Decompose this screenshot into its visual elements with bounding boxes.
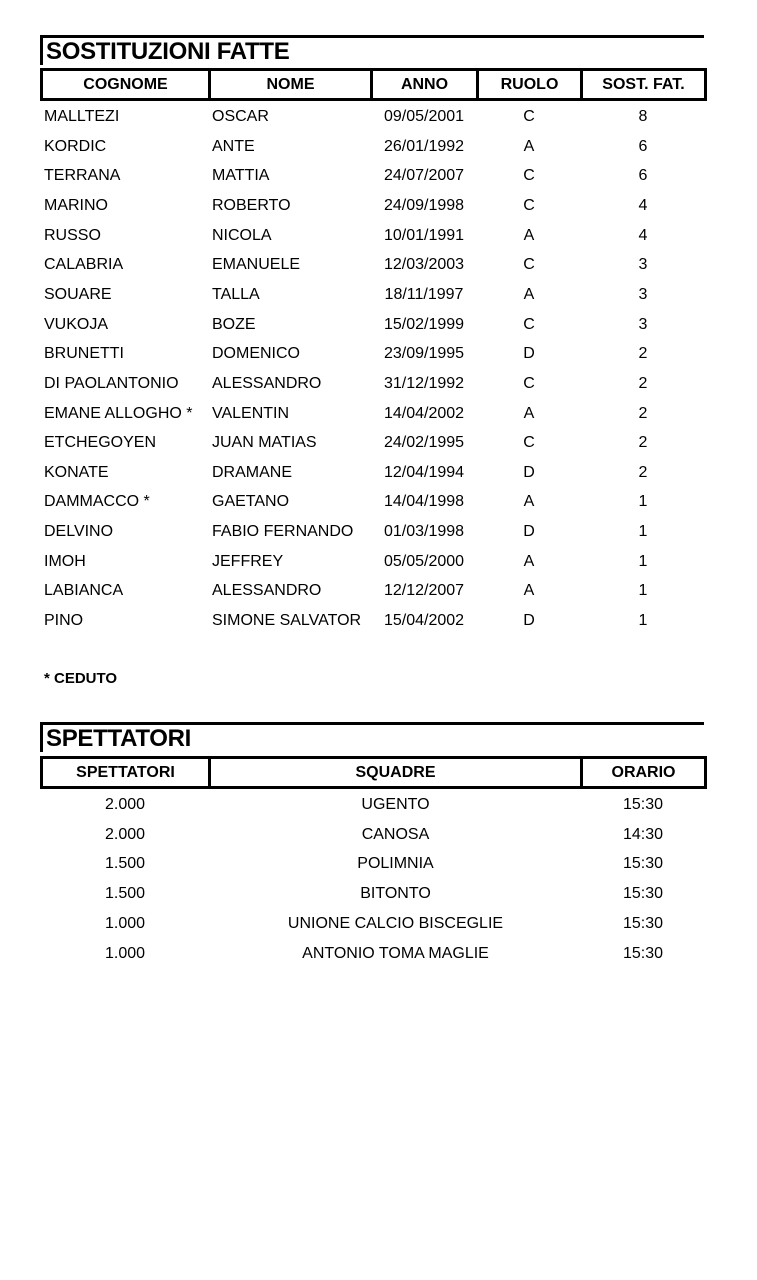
anno-cell: 14/04/2002 [383, 404, 465, 422]
squadre-cell: UGENTO [361, 796, 430, 813]
table-row [0, 487, 757, 517]
cognome-cell: IMOH [44, 552, 86, 570]
spettatori-title: SPETTATORI [40, 722, 704, 752]
sost-fat-cell: 2 [638, 434, 648, 452]
sost-fat-cell: 2 [638, 404, 648, 422]
table-row [0, 849, 757, 879]
spettatori-cell: 1.500 [104, 855, 146, 873]
anno-cell: 31/12/1992 [383, 374, 465, 392]
nome-cell: OSCAR [212, 108, 269, 125]
orario-cell: 15:30 [622, 855, 664, 873]
nome-cell: TALLA [212, 285, 260, 303]
ruolo-cell: A [523, 285, 535, 303]
squadre-cell: CANOSA [361, 825, 430, 843]
nome-cell: ANTE [212, 137, 255, 155]
table-row [0, 909, 757, 939]
sost-fat-cell: 1 [638, 552, 648, 570]
orario-cell: 15:30 [622, 796, 664, 813]
anno-cell: 12/04/1994 [383, 463, 465, 481]
header-cognome: COGNOME [40, 68, 211, 101]
ruolo-cell: D [523, 523, 535, 541]
table-row [0, 399, 757, 429]
cognome-cell: ETCHEGOYEN [44, 434, 157, 452]
table-row [0, 428, 757, 458]
ruolo-cell: A [523, 493, 535, 511]
table-row [0, 161, 757, 191]
cognome-cell: DELVINO [44, 523, 114, 541]
cognome-cell: VUKOJA [44, 315, 109, 333]
anno-cell: 15/02/1999 [383, 315, 465, 333]
nome-cell: MATTIA [212, 167, 270, 185]
table-row [0, 250, 757, 280]
sost-fat-cell: 4 [638, 196, 648, 214]
table-row [0, 517, 757, 547]
table-row [0, 132, 757, 162]
orario-cell: 15:30 [622, 914, 664, 932]
header-anno: ANNO [370, 68, 479, 101]
orario-cell: 15:30 [622, 944, 664, 962]
ruolo-cell: D [523, 612, 535, 630]
header-spettatori: SPETTATORI [40, 756, 211, 789]
nome-cell: NICOLA [212, 226, 272, 244]
sostituzioni-header-row [40, 68, 704, 101]
cognome-cell: MALLTEZI [44, 108, 120, 125]
spettatori-cell: 2.000 [104, 825, 146, 843]
ruolo-cell: A [523, 552, 535, 570]
nome-cell: JEFFREY [212, 552, 284, 570]
squadre-cell: UNIONE CALCIO BISCEGLIE [287, 914, 504, 932]
sost-fat-cell: 6 [638, 167, 648, 185]
sost-fat-cell: 2 [638, 345, 648, 363]
cognome-cell: EMANE ALLOGHO * [44, 404, 193, 422]
header-orario: ORARIO [580, 756, 707, 789]
ruolo-cell: C [523, 434, 535, 452]
ruolo-cell: C [523, 108, 535, 125]
cognome-cell: KORDIC [44, 137, 107, 155]
table-row [0, 576, 757, 606]
cognome-cell: MARINO [44, 196, 108, 214]
ruolo-cell: A [523, 582, 535, 600]
cognome-cell: DAMMACCO * [44, 493, 150, 511]
table-row [0, 280, 757, 310]
sostituzioni-title: SOSTITUZIONI FATTE [40, 35, 704, 65]
anno-cell: 26/01/1992 [383, 137, 465, 155]
table-row [0, 339, 757, 369]
nome-cell: FABIO FERNANDO [212, 523, 354, 541]
nome-cell: EMANUELE [212, 256, 301, 274]
cognome-cell: LABIANCA [44, 582, 124, 600]
header-squadre: SQUADRE [208, 756, 583, 789]
header-sost-fat: SOST. FAT. [580, 68, 707, 101]
spettatori-cell: 2.000 [104, 796, 146, 813]
sost-fat-cell: 1 [638, 612, 648, 630]
sost-fat-cell: 3 [638, 256, 648, 274]
sost-fat-cell: 3 [638, 285, 648, 303]
ruolo-cell: C [523, 196, 535, 214]
table-row [0, 606, 757, 636]
ruolo-cell: C [523, 167, 535, 185]
sost-fat-cell: 8 [638, 108, 648, 125]
anno-cell: 12/12/2007 [383, 582, 465, 600]
anno-cell: 09/05/2001 [383, 108, 465, 125]
ruolo-cell: C [523, 374, 535, 392]
anno-cell: 14/04/1998 [383, 493, 465, 511]
squadre-cell: POLIMNIA [357, 855, 434, 873]
anno-cell: 12/03/2003 [383, 256, 465, 274]
cognome-cell: CALABRIA [44, 256, 124, 274]
cognome-cell: BRUNETTI [44, 345, 124, 363]
table-row [0, 879, 757, 909]
spettatori-header-row [40, 756, 704, 789]
cognome-cell: PINO [44, 612, 84, 630]
cognome-cell: TERRANA [44, 167, 121, 185]
nome-cell: VALENTIN [212, 404, 290, 422]
cognome-cell: RUSSO [44, 226, 101, 244]
ceduto-note: * CEDUTO [44, 670, 118, 687]
table-row [0, 369, 757, 399]
sost-fat-cell: 6 [638, 137, 648, 155]
cognome-cell: DI PAOLANTONIO [44, 374, 179, 392]
anno-cell: 15/04/2002 [383, 612, 465, 630]
table-row [0, 191, 757, 221]
anno-cell: 05/05/2000 [383, 552, 465, 570]
table-row [0, 820, 757, 850]
spettatori-cell: 1.500 [104, 885, 146, 903]
squadre-cell: BITONTO [360, 885, 431, 903]
nome-cell: ALESSANDRO [212, 374, 322, 392]
ruolo-cell: A [523, 226, 535, 244]
cognome-cell: SOUARE [44, 285, 112, 303]
nome-cell: DOMENICO [212, 345, 300, 363]
nome-cell: ALESSANDRO [212, 582, 322, 600]
cognome-cell: KONATE [44, 463, 109, 481]
table-row [0, 790, 757, 820]
orario-cell: 15:30 [622, 885, 664, 903]
nome-cell: GAETANO [212, 493, 290, 511]
table-row [0, 458, 757, 488]
ruolo-cell: C [523, 256, 535, 274]
orario-cell: 14:30 [622, 825, 664, 843]
nome-cell: BOZE [212, 315, 256, 333]
ruolo-cell: C [523, 315, 535, 333]
header-ruolo: RUOLO [476, 68, 583, 101]
sost-fat-cell: 1 [638, 582, 648, 600]
nome-cell: DRAMANE [212, 463, 293, 481]
anno-cell: 01/03/1998 [383, 523, 465, 541]
squadre-cell: ANTONIO TOMA MAGLIE [302, 944, 489, 962]
nome-cell: JUAN MATIAS [212, 434, 317, 452]
ruolo-cell: A [523, 404, 535, 422]
table-row [0, 310, 757, 340]
anno-cell: 23/09/1995 [383, 345, 465, 363]
table-row [0, 221, 757, 251]
anno-cell: 18/11/1997 [384, 285, 464, 303]
ruolo-cell: A [523, 137, 535, 155]
table-row [0, 102, 757, 132]
spettatori-cell: 1.000 [104, 944, 146, 962]
sost-fat-cell: 4 [638, 226, 648, 244]
table-row [0, 939, 757, 969]
anno-cell: 24/07/2007 [383, 167, 465, 185]
sost-fat-cell: 3 [638, 315, 648, 333]
sost-fat-cell: 2 [638, 374, 648, 392]
table-row [0, 547, 757, 577]
ruolo-cell: D [523, 345, 535, 363]
anno-cell: 10/01/1991 [383, 226, 465, 244]
nome-cell: SIMONE SALVATOR [212, 612, 362, 630]
header-nome: NOME [208, 68, 373, 101]
sost-fat-cell: 1 [638, 523, 648, 541]
sost-fat-cell: 1 [638, 493, 648, 511]
sost-fat-cell: 2 [638, 463, 648, 481]
ruolo-cell: D [523, 463, 535, 481]
anno-cell: 24/09/1998 [383, 196, 465, 214]
spettatori-cell: 1.000 [104, 914, 146, 932]
anno-cell: 24/02/1995 [383, 434, 465, 452]
nome-cell: ROBERTO [212, 196, 291, 214]
